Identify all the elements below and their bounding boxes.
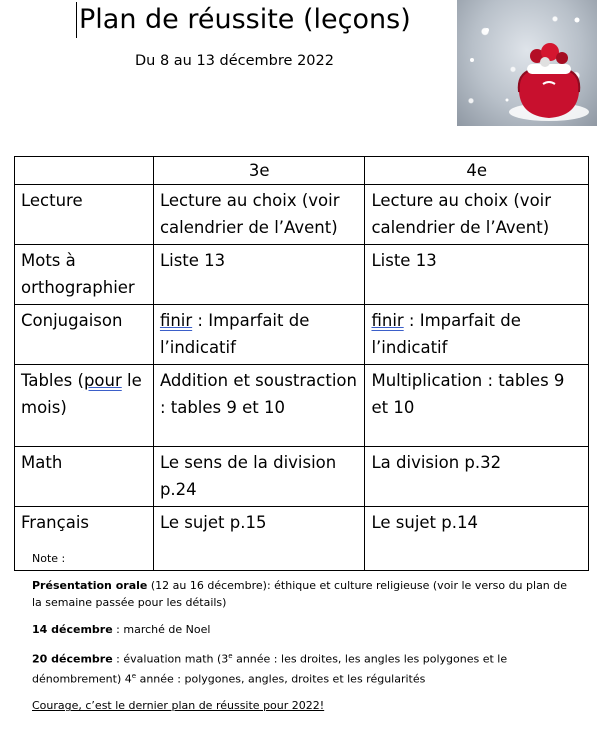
grade3-cell: Lecture au choix (voir calendrier de l’Avent) bbox=[153, 185, 365, 245]
subject-cell: Math bbox=[15, 447, 154, 507]
subject-text: Tables ( bbox=[21, 371, 84, 390]
table-row bbox=[15, 365, 589, 447]
word-pour: pour bbox=[83, 371, 122, 390]
grade3-cell bbox=[153, 305, 365, 365]
note-label: 14 décembre bbox=[32, 623, 113, 636]
notes-heading: Note : bbox=[32, 552, 66, 565]
conjugation-text: : Imparfait de l’indicatif bbox=[371, 311, 521, 357]
table-row bbox=[15, 185, 589, 245]
page-title: Plan de réussite (leçons) bbox=[76, 2, 411, 38]
conjugation-text: : Imparfait de l’indicatif bbox=[159, 311, 310, 357]
note-oral-presentation bbox=[32, 577, 572, 611]
closing-message: Courage, c’est le dernier plan de réussite pour 2022! bbox=[32, 699, 325, 713]
note-text: (12 au 16 décembre): éthique et culture religieuse (voir le verso du plan de la semaine passée pour les détails) bbox=[32, 579, 568, 609]
note-december-20 bbox=[32, 648, 572, 687]
notes-section bbox=[32, 550, 572, 714]
grade4-cell: Lecture au choix (voir calendrier de l’Avent) bbox=[365, 185, 589, 245]
table-header-cell bbox=[15, 157, 154, 185]
note-text: : marché de Noel bbox=[112, 623, 211, 636]
note-text: : évaluation math (3 bbox=[112, 652, 229, 666]
grade3-cell: Addition et soustraction : tables 9 et 10 bbox=[153, 365, 365, 447]
grade4-cell: La division p.32 bbox=[365, 447, 589, 507]
table-header-cell: 3e bbox=[153, 157, 365, 185]
grade4-cell: Le sujet p.14 bbox=[365, 507, 589, 571]
grade4-cell: Liste 13 bbox=[365, 245, 589, 305]
note-text: année : polygones, angles, droites et les régularités bbox=[136, 672, 426, 686]
table-header-row bbox=[15, 157, 589, 185]
grade3-cell: Le sens de la division p.24 bbox=[153, 447, 365, 507]
verb-finir: finir bbox=[159, 311, 193, 330]
note-text: année : les droites, les angles les polygones et le dénombrement) 4 bbox=[32, 652, 508, 686]
christmas-gift-sack-image bbox=[457, 0, 597, 126]
subject-cell: Lecture bbox=[15, 185, 154, 245]
grade3-cell: Liste 13 bbox=[153, 245, 365, 305]
date-range: Du 8 au 13 décembre 2022 bbox=[135, 53, 334, 69]
table-row bbox=[15, 245, 589, 305]
subject-cell: Mots à orthographier bbox=[15, 245, 154, 305]
ordinal-sup: e bbox=[228, 652, 233, 660]
subject-cell: Conjugaison bbox=[15, 305, 154, 365]
grade4-cell: Multiplication : tables 9 et 10 bbox=[365, 365, 589, 447]
grade3-cell: Le sujet p.15 bbox=[153, 507, 365, 571]
table-row bbox=[15, 305, 589, 365]
ordinal-sup: e bbox=[131, 671, 137, 680]
lesson-plan-table bbox=[14, 156, 589, 571]
table-header-cell: 4e bbox=[365, 157, 589, 185]
subject-cell bbox=[15, 365, 154, 447]
note-december-14 bbox=[32, 621, 572, 638]
subject-cell: Français bbox=[15, 507, 154, 571]
christmas-gift-sack-icon bbox=[457, 0, 597, 126]
note-label: Présentation orale bbox=[32, 579, 148, 592]
table-row bbox=[15, 447, 589, 507]
grade4-cell bbox=[365, 305, 589, 365]
note-label: 20 décembre bbox=[32, 652, 113, 666]
subject-text: le mois) bbox=[21, 371, 142, 417]
verb-finir: finir bbox=[371, 311, 404, 330]
